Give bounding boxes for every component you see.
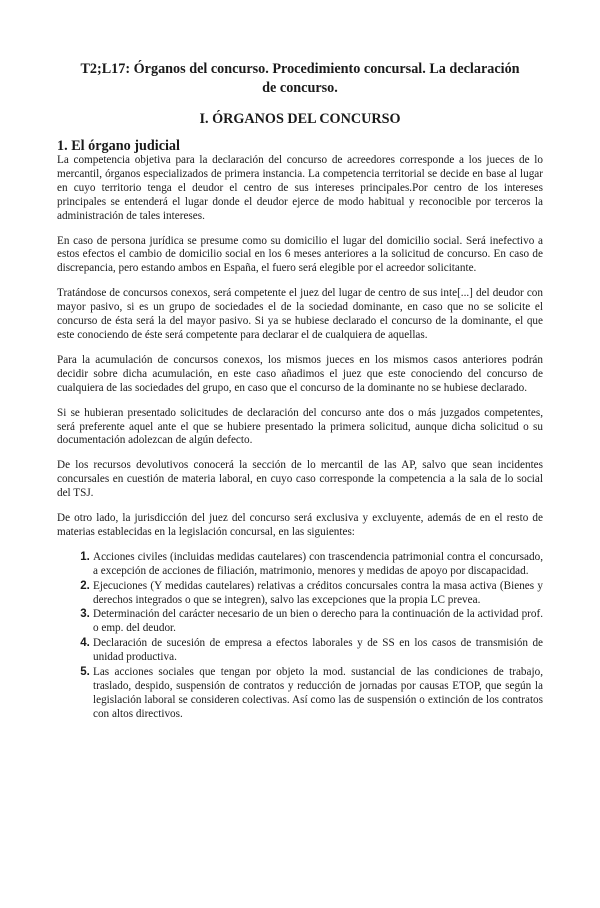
section-heading: I. ÓRGANOS DEL CONCURSO: [199, 111, 401, 127]
paragraph: En caso de persona jurídica se presume como su domicilio el lugar del domicilio social. Será inefectivo a estos efectos el cambio de domicilio social en los 6 meses anteriores a la solicitud de concurso. En caso de discrepancia, pero estando ambos en España, el fuero será elegible por el acreedor solicitante.: [57, 234, 543, 275]
document-page: [0, 60, 600, 908]
list-item: 1. Acciones civiles (incluidas medidas cautelares) con trascendencia patrimonial contra el concursado, a excepción de acciones de filiación, matrimonio, menores y medidas de apoyo por discapacidad.: [93, 551, 543, 579]
numbered-list: [57, 551, 543, 722]
paragraph: De los recursos devolutivos conocerá la sección de lo mercantil de las AP, salvo que sean incidentes concursales en cuestión de materia laboral, en cuyo caso corresponde la competencia a la sala de lo social del TSJ.: [57, 459, 543, 500]
paragraph: Para la acumulación de concursos conexos, los mismos jueces en los mismos casos anteriores podrán decidir sobre dicha acumulación, en este caso añadimos el juez que este conociendo del concurso de cualquiera de las sociedades del grupo, en caso que el concurso de la dominante no se hubiese declarado.: [57, 353, 543, 394]
subsection-heading: 1. El órgano judicial: [57, 138, 180, 154]
paragraph: Si se hubieran presentado solicitudes de declaración del concurso ante dos o más juzgados competentes, será preferente aquel ante el que se hubiere presentado la primera solicitud, aunque dicha solicitud o su documentación adolezcan de algún defecto.: [57, 406, 543, 447]
paragraph: De otro lado, la jurisdicción del juez del concurso será exclusiva y excluyente, además de en el resto de materias establecidas en la legislación concursal, en las siguientes:: [57, 512, 543, 538]
list-item: 5. Las acciones sociales que tengan por objeto la mod. sustancial de las condiciones de trabajo, traslado, despido, suspensión de contratos y reducción de jornadas por causas ETOP, que según la legislación laboral se consideren colectivas. Así como las de suspensión o extinción de los contratos con altos directivos.: [93, 666, 543, 722]
document-title: T2;L17: Órganos del concurso. Procedimiento concursal. La declaración de concurso.: [80, 61, 520, 96]
list-item: 4. Declaración de sucesión de empresa a efectos laborales y de SS en los casos de transmisión de unidad productiva.: [93, 637, 543, 665]
list-item: 2. Ejecuciones (Y medidas cautelares) relativas a créditos concursales contra la masa activa (Bienes y derechos integrados o que se integren), salvo las excepciones que la propia LC prevea.: [93, 580, 543, 608]
body-text: [57, 154, 543, 540]
list-item: 3. Determinación del carácter necesario de un bien o derecho para la continuación de la actividad prof. o emp. del deudor.: [93, 608, 543, 636]
paragraph: Tratándose de concursos conexos, será competente el juez del lugar de centro de sus inte[...] del deudor con mayor pasivo, si es un grupo de sociedades el de la sociedad dominante, en caso que no se solicite el concurso de ésta será la del mayor pasivo. Si ya se hubiese declarado el concurso de la dominante, el que este conociendo de éste será competente para declarar el de cualquiera de aquellas.: [57, 287, 543, 341]
paragraph: La competencia objetiva para la declaración del concurso de acreedores corresponde a los jueces de lo mercantil, órganos especializados de primera instancia. La competencia territorial se decide en base al lugar en cuyo territorio tenga el deudor el centro de sus intereses principales.Por centro de los intereses principales se entenderá el lugar donde el deudor ejerce de modo habitual y reconocible por terceros la administración de tales intereses.: [57, 154, 543, 222]
